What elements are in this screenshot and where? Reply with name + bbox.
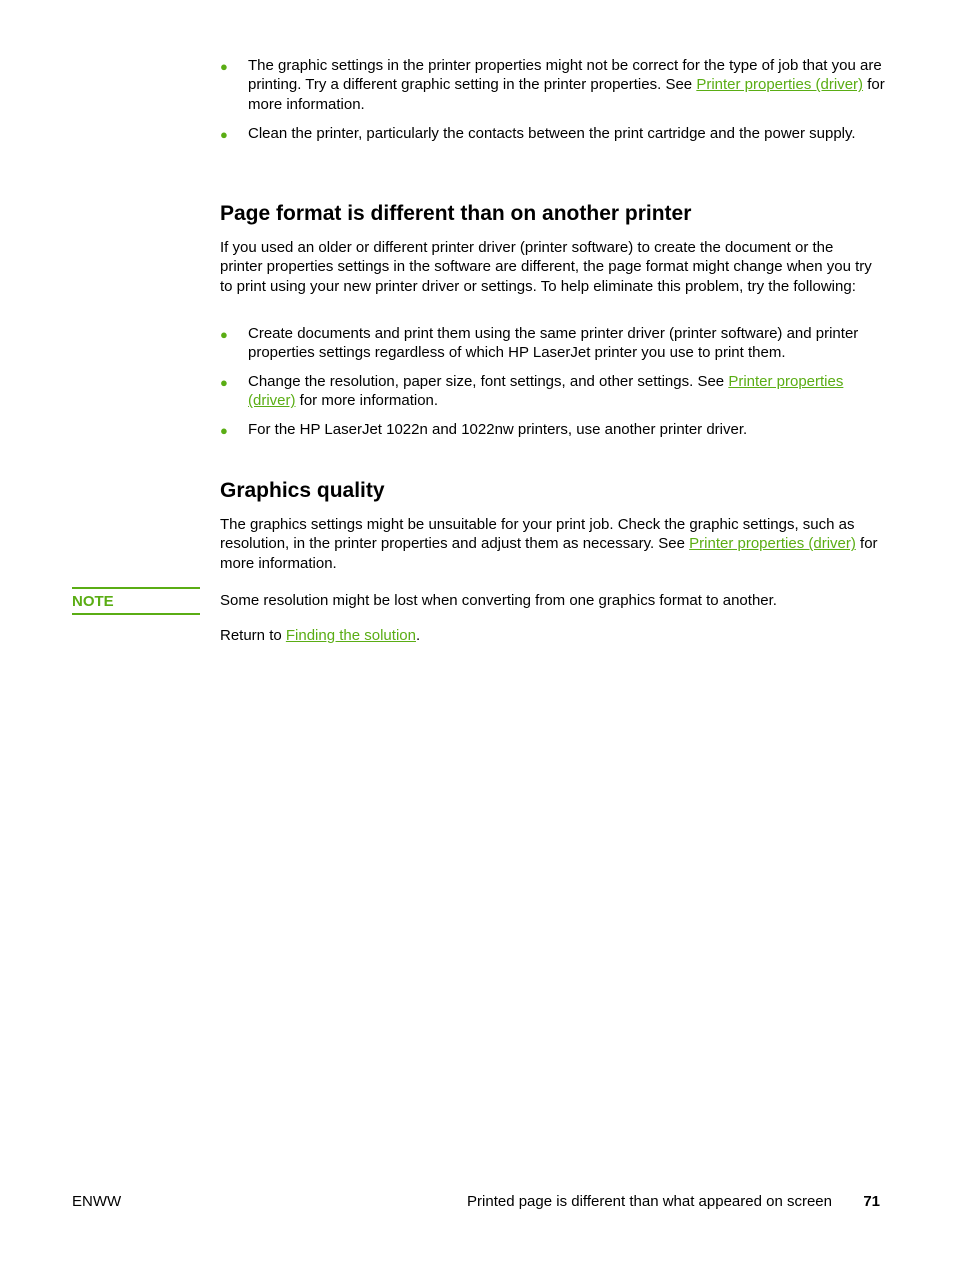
footer-left: ENWW xyxy=(72,1193,122,1210)
bullet-icon: ● xyxy=(220,127,228,142)
note-text: Some resolution might be lost when converting from one graphics format to another. xyxy=(220,592,777,609)
bullet-icon: ● xyxy=(220,327,228,342)
return-paragraph: Return to Finding the solution. xyxy=(220,627,421,644)
bullet-icon: ● xyxy=(220,423,228,438)
footer-title: Printed page is different than what appeared on screen xyxy=(467,1193,832,1210)
section-intro: If you used an older or different printer driver (printer software) to create the document or the printer properties settings in the software are different, the page format might change when you try to print using your new printer driver or settings. To help eliminate this problem, try the following: xyxy=(220,239,872,295)
section-paragraph: The graphics settings might be unsuitable for your print job. Check the graphic settings, such as resolution, in the printer properties and adjust them as necessary. See Printer properties (driver) for more information. xyxy=(220,516,878,572)
finding-solution-link[interactable]: Finding the solution xyxy=(285,627,416,644)
list-item: Clean the printer, particularly the contacts between the print cartridge and the power supply. xyxy=(248,125,856,142)
printer-properties-link[interactable]: Printer properties (driver) xyxy=(248,373,844,410)
list-item: For the HP LaserJet 1022n and 1022nw printers, use another printer driver. xyxy=(248,421,748,438)
printer-properties-link[interactable]: Printer properties (driver) xyxy=(696,76,864,94)
bullet-icon: ● xyxy=(220,59,228,74)
note-label: NOTE xyxy=(72,587,200,615)
section-heading: Graphics quality xyxy=(220,479,385,502)
page-number: 71 xyxy=(863,1193,880,1210)
bullet-icon: ● xyxy=(220,375,228,390)
printer-properties-link[interactable]: Printer properties (driver) xyxy=(689,535,856,553)
list-item: Create documents and print them using the same printer driver (printer software) and printer properties settings regardless of which HP LaserJet printer you use to print them. xyxy=(248,325,859,362)
list-item: Change the resolution, paper size, font settings, and other settings. See Printer properties (driver) for more information. xyxy=(248,373,844,410)
section-heading: Page format is different than on another printer xyxy=(220,202,692,225)
list-item: The graphic settings in the printer properties might not be correct for the type of job that you are printing. Try a different graphic setting in the printer properties. See Printer properties (driver) for more information. xyxy=(248,57,885,113)
